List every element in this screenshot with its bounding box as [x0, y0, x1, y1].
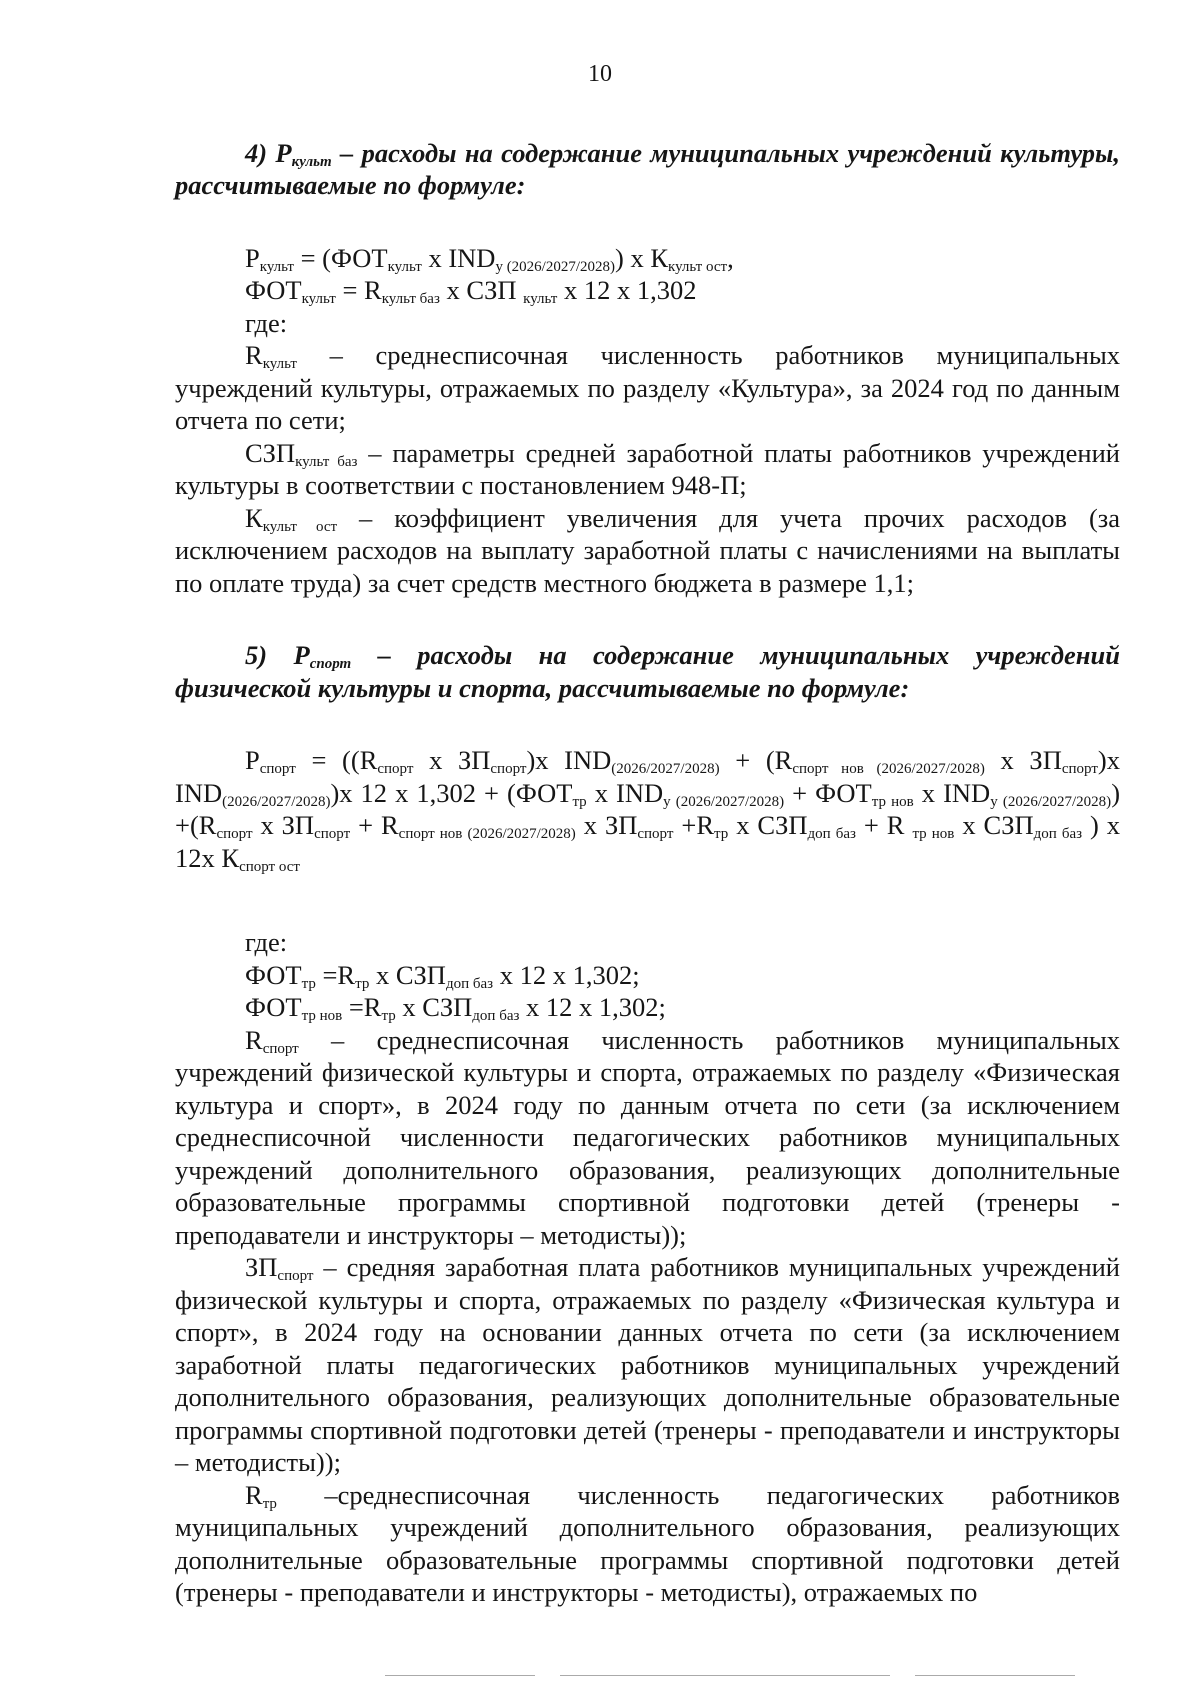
formula-sub: у (2026/2027/2028)	[663, 793, 785, 810]
formula-part: +R	[673, 810, 714, 840]
heading-subscript: спорт	[309, 656, 352, 673]
formula-sub: тр	[301, 975, 316, 992]
def-symbol: R	[245, 1024, 263, 1055]
formula-sub: культ	[387, 258, 422, 275]
formula-part: x СЗП	[439, 275, 524, 305]
formula-fot-kult	[175, 274, 1120, 307]
formula-part: x СЗП	[369, 959, 446, 990]
spacer	[175, 599, 1120, 639]
formula-sub: тр	[572, 793, 587, 810]
formula-sub: спорт нов (2026/2027/2028)	[398, 826, 576, 843]
formula-sub: культ баз	[381, 291, 440, 308]
formula-sub: спорт	[637, 826, 674, 843]
formula-part: + R	[350, 810, 399, 840]
formula-part: x IND	[913, 777, 991, 808]
formula-part: = ((R	[295, 745, 378, 775]
heading-subscript: культ	[291, 153, 332, 170]
def-subscript: тр	[262, 1495, 277, 1512]
formula-part: ФОТ	[245, 992, 302, 1022]
formula-part: x ЗП	[413, 745, 491, 775]
formula-part: ) +(R	[175, 777, 1121, 840]
def-text: – среднесписочная численность работников муниципальных учреждений физической культуры и спорта, отражаемых по разделу «Физическая культура и спорт», в 2024 году по данным отчета по сети (за исключением среднесписочной численности педагогических работников муниципальных учреждений дополнительного образования, реализующих дополнительные образовательные программы спортивной подготовки детей (тренеры - преподаватели и инструкторы – методисты));	[175, 1024, 1120, 1250]
formula-part: )x IND	[526, 745, 612, 775]
section-5-heading	[175, 639, 1120, 704]
heading-text: – расходы на содержание муниципальных учреждений культуры, рассчитываемые по формуле:	[175, 137, 1120, 200]
formula-sub: культ	[259, 258, 294, 275]
formula-part: Р	[245, 745, 260, 775]
formula-sub: культ ост	[668, 258, 728, 275]
formula-part: x 12 x 1,302;	[519, 992, 666, 1022]
def-subscript: спорт	[262, 1040, 299, 1057]
spacer	[175, 704, 1120, 744]
formula-part: x ЗП	[575, 810, 638, 840]
formula-sub: доп баз	[807, 826, 856, 843]
formula-part: = (ФОТ	[293, 242, 388, 273]
formula-part: x ЗП	[252, 810, 315, 840]
formula-sub: тр	[355, 975, 370, 992]
definition-szp-kult	[175, 437, 1120, 502]
formula-part: x ЗП	[984, 745, 1062, 775]
definition-zp-sport	[175, 1251, 1120, 1479]
formula-sub: спорт	[216, 826, 253, 843]
heading-text: – расходы на содержание муниципальных учреждений физической культуры и спорта, рассчитываемые по формуле:	[175, 640, 1120, 703]
formula-sub: спорт	[314, 826, 351, 843]
formula-part: ,	[727, 242, 734, 273]
formula-r-sport	[175, 744, 1120, 874]
section-4-heading	[175, 137, 1120, 202]
heading-symbol: Р	[293, 640, 310, 670]
formula-sub: доп баз	[472, 1008, 520, 1025]
formula-fot-tr	[175, 959, 1120, 992]
formula-fot-tr-nov	[175, 991, 1120, 1024]
formula-part: x 12 x 1,302	[557, 275, 697, 305]
formula-r-kult	[175, 242, 1120, 275]
where-label: где:	[245, 927, 288, 957]
formula-part: ) x К	[615, 242, 669, 273]
scan-edge-line	[560, 1675, 890, 1676]
definition-k-kult	[175, 502, 1120, 600]
def-text: – параметры средней заработной платы работников учреждений культуры в соответствии с постановлением 948-П;	[175, 437, 1120, 500]
spacer	[175, 874, 1120, 926]
def-symbol: R	[245, 1479, 263, 1510]
formula-part: + ФОТ	[784, 777, 872, 808]
def-symbol: R	[245, 340, 263, 370]
formula-part: )x 12 x 1,302 + (ФОТ	[330, 777, 573, 808]
formula-part: + (R	[719, 745, 793, 775]
formula-sub: тр нов	[912, 826, 955, 843]
formula-sub: культ	[301, 291, 336, 308]
formula-part: x СЗП	[954, 810, 1034, 840]
formula-sub: доп баз	[445, 975, 494, 992]
formula-sub: спорт ост	[239, 858, 300, 875]
definition-r-tr	[175, 1479, 1120, 1609]
formula-part: x СЗП	[395, 992, 473, 1022]
def-text: – средняя заработная плата работников муниципальных учреждений физической культуры и спорта, отражаемых по разделу «Физическая культура и спорт», в 2024 году на основании данных отчета по сети (за исключением заработной платы педагогических работников муниципальных учреждений дополнительного образования, реализующих дополнительные образовательные программы спортивной подготовки детей (тренеры - преподаватели и инструкторы – методисты));	[175, 1252, 1120, 1477]
def-subscript: культ баз	[295, 453, 358, 470]
formula-part: =R	[315, 959, 356, 990]
heading-symbol: Р	[275, 137, 292, 168]
formula-sub: спорт	[490, 761, 527, 778]
formula-sub: спорт	[377, 761, 414, 778]
where-label: где:	[245, 307, 288, 338]
formula-sub: тр	[714, 826, 729, 843]
def-subscript: культ ост	[262, 518, 338, 535]
formula-part: ) x 12x К	[175, 810, 1121, 873]
formula-sub: (2026/2027/2028)	[611, 761, 720, 778]
formula-part: x IND	[586, 777, 664, 808]
formula-part: = R	[335, 275, 382, 305]
formula-part: )x IND	[175, 745, 1120, 808]
formula-sub: тр нов	[871, 793, 914, 810]
formula-sub: доп баз	[1033, 826, 1083, 843]
heading-num: 4)	[245, 137, 276, 168]
heading-num: 5)	[245, 640, 294, 670]
def-subscript: спорт	[277, 1268, 314, 1285]
formula-sub: тр	[381, 1008, 396, 1025]
formula-sub: у (2026/2027/2028)	[495, 258, 616, 275]
scan-edge-line	[915, 1675, 1075, 1676]
spacer	[175, 202, 1120, 242]
def-symbol: ЗП	[245, 1252, 278, 1282]
page-number: 10	[588, 61, 612, 87]
formula-sub: спорт	[259, 761, 296, 778]
formula-sub: спорт нов (2026/2027/2028)	[792, 761, 985, 778]
formula-sub: (2026/2027/2028)	[222, 793, 331, 810]
def-symbol: СЗП	[245, 437, 296, 468]
def-text: –среднесписочная численность педагогических работников муниципальных учреждений дополнительного образования, реализующих дополнительные образовательные программы спортивной подготовки детей (тренеры - преподаватели и инструкторы - методисты), отражаемых по	[175, 1479, 1120, 1607]
formula-part: ФОТ	[245, 959, 302, 990]
formula-sub: культ	[523, 291, 558, 308]
formula-sub: спорт	[1061, 761, 1098, 778]
formula-part: Р	[245, 242, 260, 273]
def-text: – среднесписочная численность работников муниципальных учреждений культуры, отражаемых по разделу «Культура», за 2024 год по данным отчета по сети;	[175, 340, 1120, 435]
formula-sub: тр нов	[301, 1008, 343, 1025]
formula-part: =R	[342, 992, 382, 1022]
def-text: – коэффициент увеличения для учета прочих расходов (за исключением расходов на выплату заработной платы с начислениями на выплаты по оплате труда) за счет средств местного бюджета в размере 1,1;	[175, 502, 1120, 598]
definition-r-sport	[175, 1024, 1120, 1252]
formula-part: + R	[855, 810, 913, 840]
formula-sub: у (2026/2027/2028)	[990, 793, 1112, 810]
def-symbol: К	[245, 502, 263, 533]
formula-part: x 12 x 1,302;	[493, 959, 640, 990]
def-subscript: культ	[262, 356, 297, 373]
scan-edge-line	[385, 1675, 535, 1676]
formula-part: x СЗП	[728, 810, 808, 840]
formula-part: ФОТ	[245, 275, 302, 305]
definition-r-kult	[175, 339, 1120, 437]
formula-part: x IND	[421, 242, 496, 273]
